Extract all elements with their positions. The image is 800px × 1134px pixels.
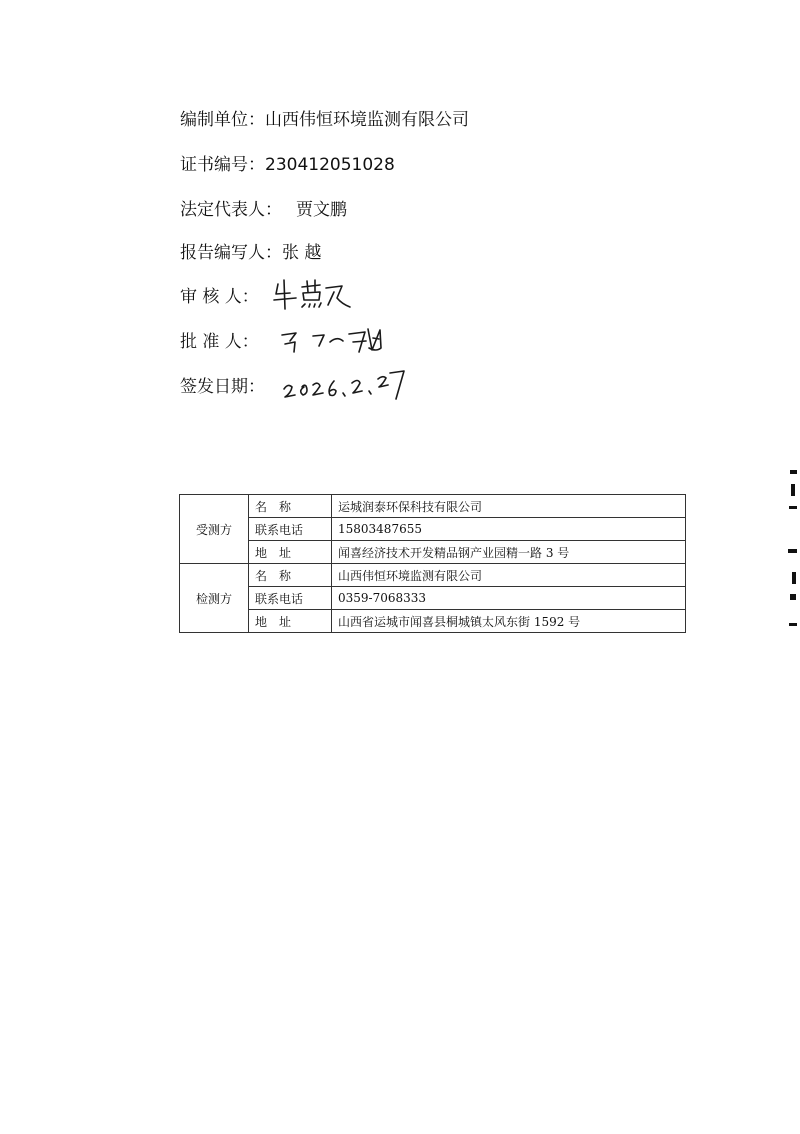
table-row	[180, 564, 686, 587]
certificate-number-label: 证书编号：	[180, 155, 265, 175]
tester-phone-value: 0359-7068333	[332, 587, 686, 610]
seal-edge-mark	[790, 594, 796, 600]
tester-name-label: 名 称	[249, 564, 332, 587]
client-phone-value: 15803487655	[332, 518, 686, 541]
tester-phone-label: 联系电话	[249, 587, 332, 610]
issue-date-signature	[282, 367, 412, 403]
table-row	[180, 587, 686, 610]
tester-address-value: 山西省运城市闻喜县桐城镇太风东街 1592 号	[332, 610, 686, 633]
approver-label: 批 准 人：	[180, 332, 259, 352]
seal-edge-mark	[789, 506, 797, 509]
legal-representative-label: 法定代表人：	[180, 200, 282, 220]
table-row	[180, 518, 686, 541]
table-row	[180, 610, 686, 633]
legal-representative-value: 贾文鹏	[296, 200, 347, 220]
client-phone-label: 联系电话	[249, 518, 332, 541]
seal-edge-mark	[791, 484, 795, 496]
seal-edge-mark	[788, 549, 797, 553]
certificate-number-value: 230412051028	[265, 155, 395, 175]
seal-edge-mark	[789, 623, 797, 626]
seal-edge-mark	[790, 470, 797, 474]
tester-address-label: 地 址	[249, 610, 332, 633]
reviewer-line	[180, 286, 259, 308]
issue-date-label: 签发日期：	[180, 377, 265, 397]
tester-group-label: 检测方	[180, 564, 249, 633]
report-writer-label: 报告编写人：	[180, 243, 282, 263]
seal-edge-mark	[792, 572, 796, 584]
legal-representative-line	[180, 199, 347, 221]
table-row	[180, 541, 686, 564]
reviewer-signature	[272, 278, 354, 312]
report-writer-line	[180, 242, 321, 264]
parties-table	[179, 494, 686, 633]
client-group-label: 受测方	[180, 495, 249, 564]
approver-signature	[280, 326, 386, 356]
certificate-number-line	[180, 154, 395, 176]
client-address-label: 地 址	[249, 541, 332, 564]
client-address-value: 闻喜经济技术开发精品钢产业园精一路 3 号	[332, 541, 686, 564]
approver-line	[180, 331, 259, 353]
compiling-unit-value: 山西伟恒环境监测有限公司	[265, 110, 469, 130]
issue-date-line	[180, 376, 265, 398]
table-row	[180, 495, 686, 518]
report-writer-value: 张 越	[282, 243, 322, 263]
compiling-unit-line	[180, 109, 469, 131]
tester-name-value: 山西伟恒环境监测有限公司	[332, 564, 686, 587]
reviewer-label: 审 核 人：	[180, 287, 259, 307]
client-name-label: 名 称	[249, 495, 332, 518]
client-name-value: 运城润泰环保科技有限公司	[332, 495, 686, 518]
compiling-unit-label: 编制单位：	[180, 110, 265, 130]
